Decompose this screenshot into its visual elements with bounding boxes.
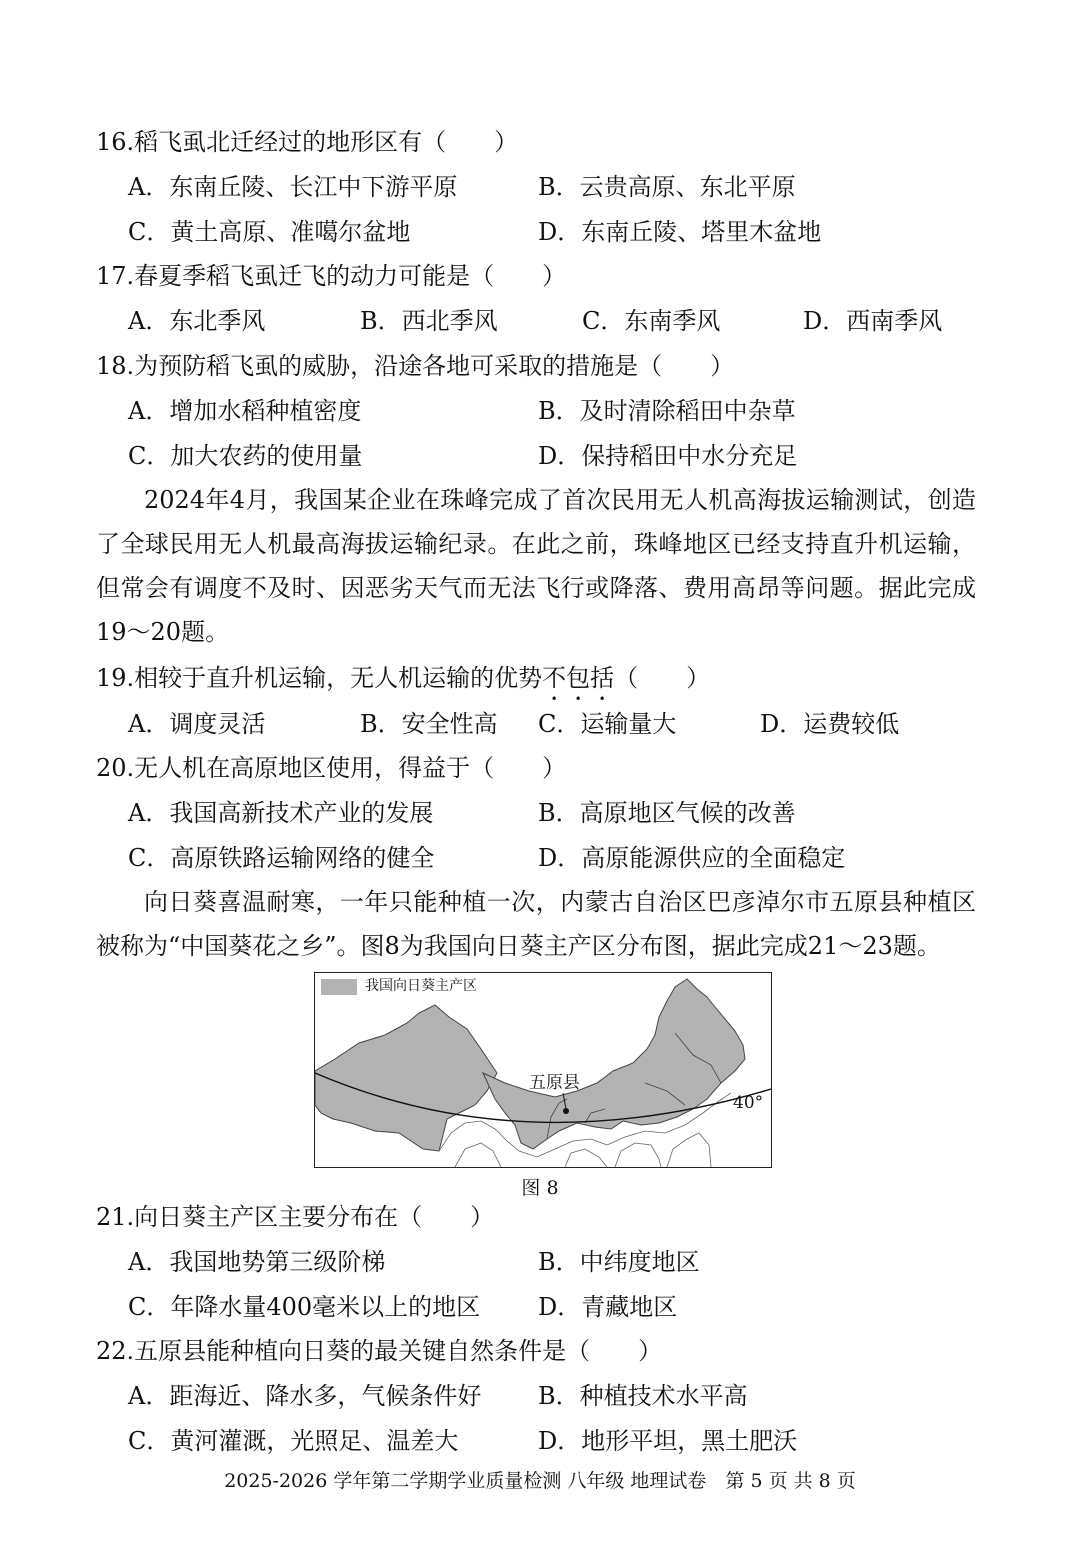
legend-swatch [321, 979, 357, 995]
question-22-option-c[interactable]: C．黄河灌溉，光照足、温差大 [128, 1427, 459, 1455]
passage-drone [96, 478, 976, 654]
map-graphic [315, 973, 771, 1167]
question-19-stem [96, 662, 710, 706]
question-17-stem: 17.春夏季稻飞虱迁飞的动力可能是（ ） [96, 262, 567, 290]
question-19-option-b[interactable]: B．安全性高 [360, 710, 498, 738]
passage-sunflower-text: 向日葵喜温耐寒，一年只能种植一次，内蒙古自治区巴彦淖尔市五原县种植区被称为“中国葵花之乡”。图8为我国向日葵主产区分布图，据此完成21～23题。 [96, 888, 976, 960]
question-22-option-a[interactable]: A．距海近、降水多，气候条件好 [128, 1382, 482, 1410]
question-17-option-d[interactable]: D．西南季风 [803, 307, 943, 335]
question-18-option-b[interactable]: B．及时清除稻田中杂草 [538, 397, 796, 425]
question-20-option-d[interactable]: D．高原能源供应的全面稳定 [538, 844, 846, 872]
question-17-option-a[interactable]: A．东北季风 [128, 307, 266, 335]
question-18-option-c[interactable]: C．加大农药的使用量 [128, 442, 363, 470]
figure-caption: 图 8 [521, 1177, 559, 1199]
question-20-option-c[interactable]: C．高原铁路运输网络的健全 [128, 844, 435, 872]
question-16-stem: 16.稻飞虱北迁经过的地形区有（ ） [96, 128, 519, 156]
question-22-option-b[interactable]: B．种植技术水平高 [538, 1382, 748, 1410]
question-20-option-b[interactable]: B．高原地区气候的改善 [538, 799, 796, 827]
question-17-option-c[interactable]: C．东南季风 [582, 307, 721, 335]
legend-label: 我国向日葵主产区 [365, 978, 477, 994]
question-16-option-b[interactable]: B．云贵高原、东北平原 [538, 173, 796, 201]
question-21-stem: 21.向日葵主产区主要分布在（ ） [96, 1203, 495, 1231]
question-19-emphasis: 不包括 [542, 664, 615, 692]
question-19-stem-suffix: （ ） [614, 664, 711, 692]
question-19-stem-prefix: 19.相较于直升机运输，无人机运输的优势 [96, 664, 543, 692]
question-21-option-a[interactable]: A．我国地势第三级阶梯 [128, 1248, 386, 1276]
sunflower-distribution-map [314, 972, 772, 1168]
question-20-stem: 20.无人机在高原地区使用，得益于（ ） [96, 754, 567, 782]
question-16-option-a[interactable]: A．东南丘陵、长江中下游平原 [128, 173, 458, 201]
question-17-option-b[interactable]: B．西北季风 [360, 307, 498, 335]
question-18-stem: 18.为预防稻飞虱的威胁，沿途各地可采取的措施是（ ） [96, 352, 735, 380]
question-18-option-a[interactable]: A．增加水稻种植密度 [128, 397, 362, 425]
question-16-option-c[interactable]: C．黄土高原、准噶尔盆地 [128, 218, 411, 246]
question-18-option-d[interactable]: D．保持稻田中水分充足 [538, 442, 798, 470]
north-region [483, 979, 745, 1149]
question-22-stem: 22.五原县能种植向日葵的最关键自然条件是（ ） [96, 1337, 663, 1365]
wuyuan-county-marker [563, 1108, 569, 1114]
passage-drone-text: 2024年4月，我国某企业在珠峰完成了首次民用无人机高海拔运输测试，创造了全球民用无人机最高海拔运输纪录。在此之前，珠峰地区已经支持直升机运输，但常会有调度不及时、因恶劣天气而无法飞行或降落、费用高昂等问题。据此完成19～20题。 [96, 486, 976, 646]
question-21-option-d[interactable]: D．青藏地区 [538, 1293, 678, 1321]
wuyuan-county-label: 五原县 [529, 1073, 580, 1093]
question-19-option-d[interactable]: D．运费较低 [760, 710, 900, 738]
latitude-label: 40° [733, 1093, 764, 1113]
passage-sunflower [96, 880, 976, 968]
question-16-option-d[interactable]: D．东南丘陵、塔里木盆地 [538, 218, 822, 246]
question-21-option-c[interactable]: C．年降水量400毫米以上的地区 [128, 1293, 481, 1321]
question-21-option-b[interactable]: B．中纬度地区 [538, 1248, 700, 1276]
question-20-option-a[interactable]: A．我国高新技术产业的发展 [128, 799, 434, 827]
page-footer: 2025-2026 学年第二学期学业质量检测 八年级 地理试卷 第 5 页 共 8 页 [224, 1470, 856, 1492]
question-19-option-c[interactable]: C．运输量大 [538, 710, 677, 738]
question-22-option-d[interactable]: D．地形平坦，黑土肥沃 [538, 1427, 798, 1455]
xinjiang-region [315, 1005, 497, 1151]
question-19-option-a[interactable]: A．调度灵活 [128, 710, 266, 738]
